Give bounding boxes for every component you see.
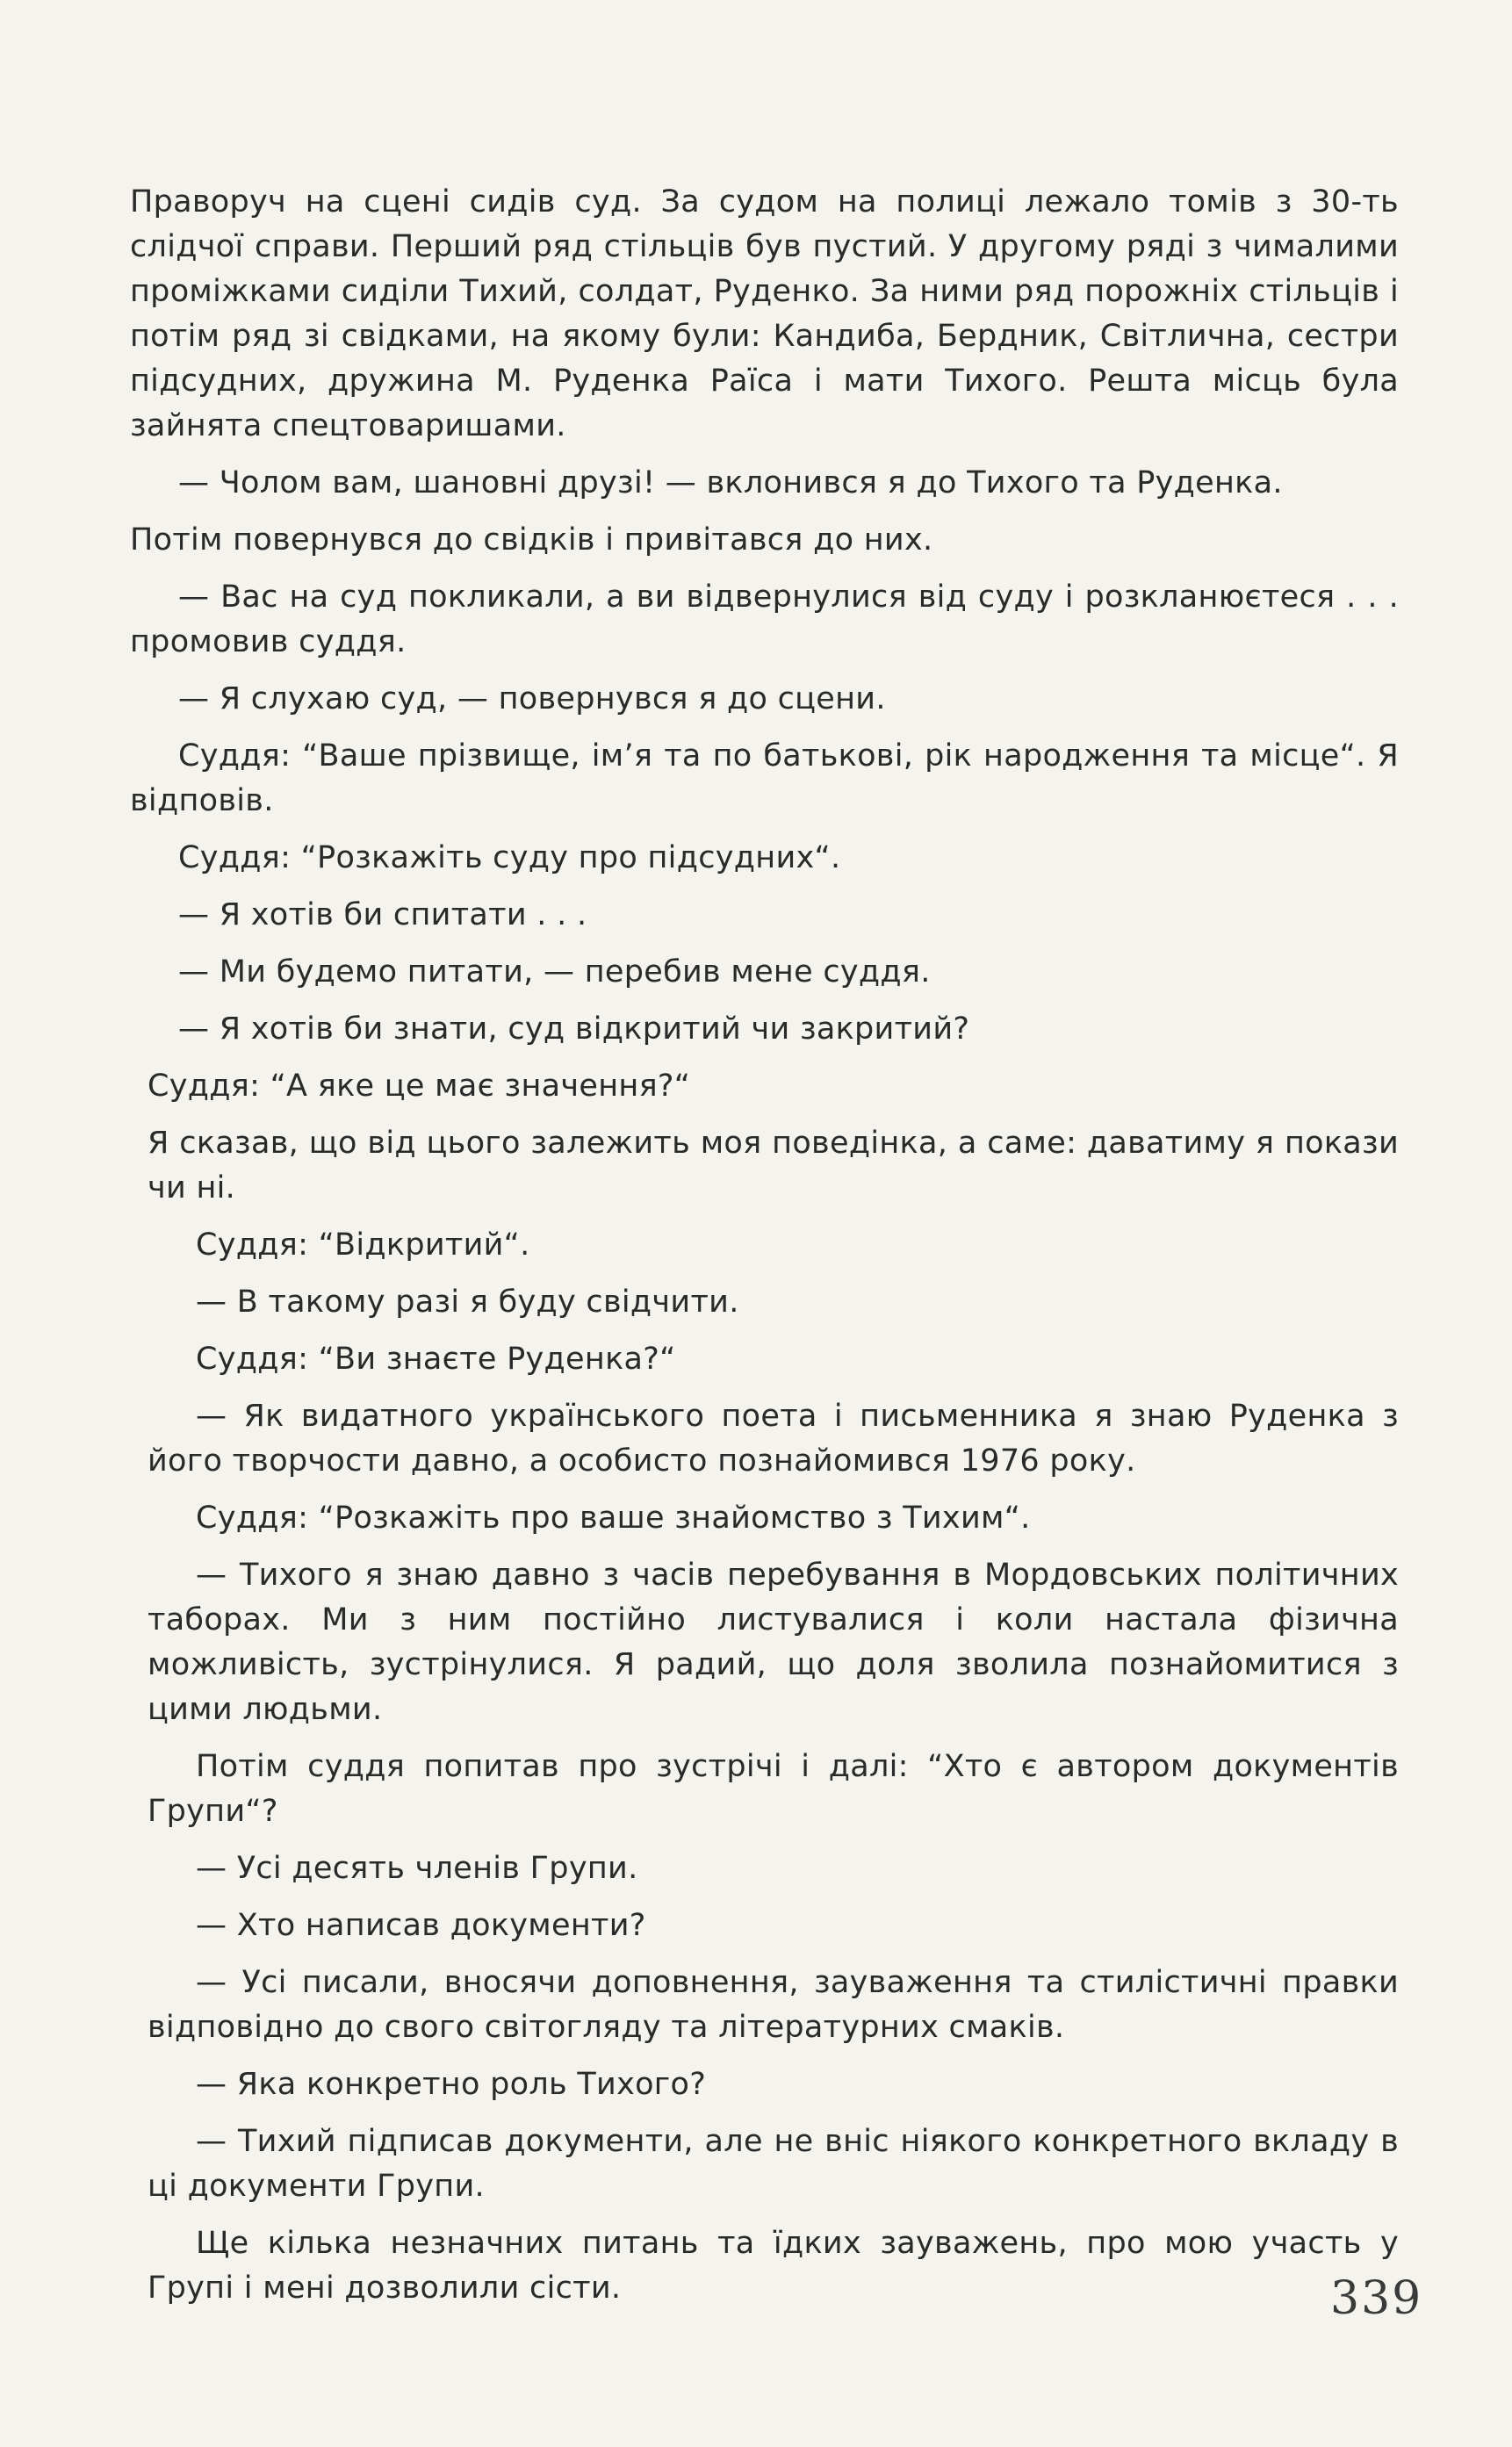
paragraph-tykhy-signed: — Тихий підписав документи, але не вніс ніякого конкретного вкладу в ці документи Групи. [148,2124,1399,2204]
paragraph-judge-open: Суддя: “Відкритий“. [196,1227,530,1263]
paragraph-my-behavior: Я сказав, що від цього залежить моя поведінка, а саме: даватиму я покази чи ні. [148,1126,1399,1206]
paragraph-ten-members: — Усі десять членів Групи. [196,1851,638,1886]
paragraph-judge-tell-about: Суддя: “Розкажіть суду про підсудних“. [178,840,841,875]
paragraph-judge-know-rudenko: Суддя: “Ви знаєте Руденка?“ [196,1342,676,1377]
paragraph-judge-meaning: Суддя: “А яке це має значення?“ [148,1069,691,1104]
paragraph-judge-tykhy: Суддя: “Розкажіть про ваше знайомство з Тихим“. [196,1501,1031,1536]
paragraph-tykhy-role: — Яка конкретно роль Тихого? [196,2067,707,2102]
paragraph-wanted-to-ask: — Я хотів би спитати . . . [178,897,587,932]
paragraph-turned-to-witnesses: Потім повернувся до свідків і привітався до них. [130,522,933,558]
paragraph-tykhy-answer: — Тихого я знаю давно з часів перебування в Мордовських політичних таборах. Ми з ним постійно листувалися і коли настала фізична можливість, зустрінулися. Я радий, що доля зволила познайомитися з цими людьми. [148,1558,1399,1727]
paragraph-rudenko-answer: — Як видатного українського поета і письменника я знаю Руденка з його творчости давно, а особисто познайомився 1976 року. [148,1399,1399,1479]
paragraph-court-scene: Праворуч на сцені сидів суд. За судом на полиці лежало томів з 30-ть слідчої справи. Перший ряд стільців був пустий. У другому ряді з чималими проміжками сиділи Тихий, солдат, Руденко. За ними ряд порожніх стільців і потім ряд зі свідками, на якому були: Кандиба, Бердник, Світлична, сестри підсудних, дружина М. Руденка Раїса і мати Тихого. Решта місць була зайнята спецтоваришами. [130,184,1399,443]
page-number: 339 [1330,2272,1423,2325]
paragraph-allowed-to-sit: Ще кілька незначних питань та їдких зауважень, про мою участь у Групі і мені дозволили сісти. [148,2226,1399,2306]
paragraph-will-testify: — В такому разі я буду свідчити. [196,1285,739,1320]
paragraph-authors-question: Потім суддя попитав про зустрічі і далі: “Хто є автором документів Групи“? [148,1749,1399,1829]
paragraph-greeting: — Чолом вам, шановні друзі! — вклонився я до Тихого та Руденка. [178,465,1283,500]
paragraph-who-wrote: — Хто написав документи? [196,1908,646,1943]
paragraph-judge-name-question: Суддя: “Ваше прізвище, ім’я та по батькові, рік народження та місце“. Я відповів. [130,738,1399,818]
body-text [130,180,1399,2311]
paragraph-we-will-ask: — Ми будемо питати, — перебив мене суддя. [178,954,931,990]
paragraph-all-wrote: — Усі писали, вносячи доповнення, зауваження та стилістичні правки відповідно до свого світогляду та літературних смаків. [148,1965,1399,2045]
paragraph-listening: — Я слухаю суд, — повернувся я до сцени. [178,681,886,716]
paragraph-judge-remark: — Вас на суд покликали, а ви відвернулися від суду і розкланюєтеся . . . промовив суддя. [130,579,1399,659]
paragraph-open-or-closed: — Я хотів би знати, суд відкритий чи закритий? [178,1011,970,1047]
